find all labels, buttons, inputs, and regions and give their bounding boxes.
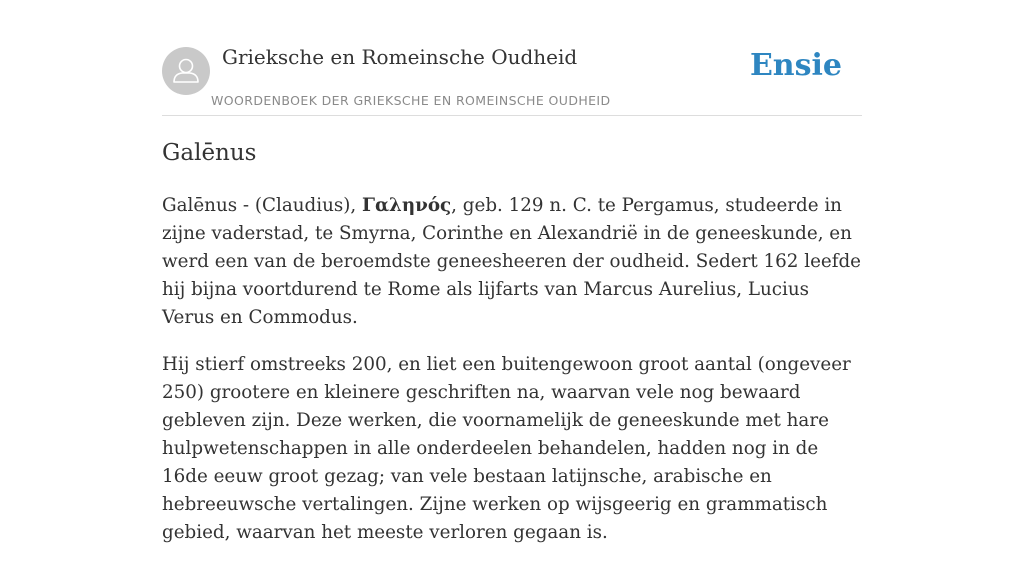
entry-title: Galēnus: [162, 140, 257, 166]
user-icon: [162, 47, 210, 95]
paragraph-head-text: Galēnus - (Claudius),: [162, 195, 362, 216]
greek-term: Γαληνός: [362, 195, 452, 216]
site-subtitle: WOORDENBOEK DER GRIEKSCHE EN ROMEINSCHE OUDHEID: [211, 93, 611, 108]
brand-logo[interactable]: Ensie: [749, 48, 842, 83]
paragraph-tail-text: , geb. 129 n. C. te Pergamus, studeerde in zijne vaderstad, te Smyrna, Corinthe en Alexandrië in de geneeskunde, en werd een van de beroemdste geneesheeren der oudheid. Sedert 162 leefde hij bijna voortdurend te Rome als lijfarts van Marcus Aurelius, Lucius Verus en Commodus.: [162, 195, 861, 328]
entry-paragraph: [162, 192, 867, 332]
entry-body: [162, 192, 867, 566]
avatar[interactable]: [162, 47, 210, 95]
entry-paragraph: Hij stierf omstreeks 200, en liet een buitengewoon groot aantal (ongeveer 250) grootere en kleinere geschriften na, waarvan vele nog bewaard gebleven zijn. Deze werken, die voornamelijk de geneeskunde met hare hulpwetenschappen in alle onderdeelen behandelen, hadden nog in de 16de eeuw groot gezag; van vele bestaan latijnsche, arabische en hebreeuwsche vertalingen. Zijne werken op wijsgeerig en grammatisch gebied, waarvan het meeste verloren gegaan is.: [162, 354, 851, 543]
site-title-link[interactable]: Grieksche en Romeinsche Oudheid: [222, 45, 578, 69]
header-divider: [162, 115, 862, 116]
